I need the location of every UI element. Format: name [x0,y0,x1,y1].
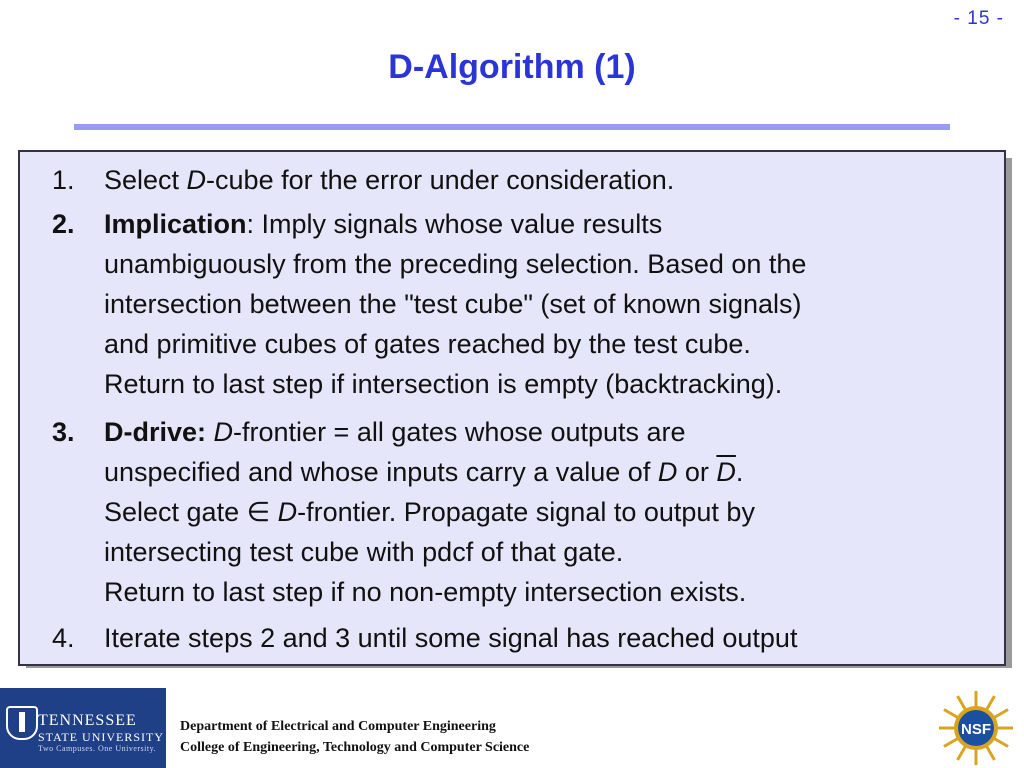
step-text: Select gate [104,497,240,527]
step-text: -cube for the error under consideration. [206,165,675,195]
step-2-line-4: and primitive cubes of gates reached by the test cube. [104,329,751,359]
step-text: or [684,457,709,487]
step-2-line-3: intersection between the "test cube" (set of known signals) [104,289,802,319]
tsu-logo-line-1: TENNESSEE [38,712,137,729]
step-3-line-3 [104,492,1004,532]
college-line: College of Engineering, Technology and Computer Science [180,740,530,755]
d-symbol: D [277,497,298,527]
step-2-line-2: unambiguously from the preceding selection. Based on the [104,249,807,279]
step-4-line: Iterate steps 2 and 3 until some signal has reached output [104,623,798,653]
step-number: 2. [52,209,75,239]
nsf-ray [993,710,1008,719]
d-bar-symbol: $\overline{D}$ [716,457,736,487]
step-3-line-1 [104,412,1004,452]
step-text: -frontier. Propagate signal to output by [297,497,755,527]
page-number: - 15 - [953,8,1004,29]
nsf-ray [958,696,967,711]
department-info [180,716,529,758]
step-2-line-1 [104,204,1004,244]
d-symbol: D [657,457,678,487]
nsf-ray [986,745,995,760]
nsf-ray [944,738,959,747]
step-2-line-5: Return to last step if intersection is empty (backtracking). [104,369,783,399]
step-text: -frontier = all gates whose outputs are [233,417,686,447]
nsf-ray [944,710,959,719]
step-body [104,160,1004,200]
step-3-line-4: intersecting test cube with pdcf of that gate. [104,537,624,567]
step-label: Implication [104,209,247,239]
step-number: 3. [52,417,75,447]
tsu-emblem-icon [6,706,38,740]
step-body [104,618,1004,658]
step-body [104,412,1004,612]
tsu-logo [0,688,166,768]
nsf-ray [958,745,967,760]
slide-title: D-Algorithm (1) [388,48,636,86]
tsu-logo-line-3: Two Campuses. One University. [38,744,157,753]
d-symbol: D [213,417,234,447]
step-number: 4. [52,623,75,653]
nsf-logo-icon [936,688,1016,768]
step-number: 1. [52,165,75,195]
nsf-ray [986,696,995,711]
element-of-symbol: ∈ [246,497,271,527]
step-3-line-5: Return to last step if no non-empty intersection exists. [104,577,747,607]
content-box [18,150,1006,666]
title-divider [74,124,950,130]
department-line: Department of Electrical and Computer Engineering [180,719,496,734]
step-text: : Imply signals whose value results [246,209,663,239]
nsf-ray [993,738,1008,747]
footer [0,688,1024,768]
step-1-line [104,160,1004,200]
step-label: D-drive: [104,417,207,447]
step-body [104,204,1004,404]
step-text: Select [104,165,187,195]
nsf-label: NSF [961,721,991,738]
tsu-logo-line-2: STATE UNIVERSITY [38,730,165,744]
d-symbol: D [186,165,207,195]
step-3-line-2: unspecified and whose inputs carry a value of D or $\overline{D}$. [104,457,744,487]
step-text: unspecified and whose inputs carry a value of [104,457,651,487]
